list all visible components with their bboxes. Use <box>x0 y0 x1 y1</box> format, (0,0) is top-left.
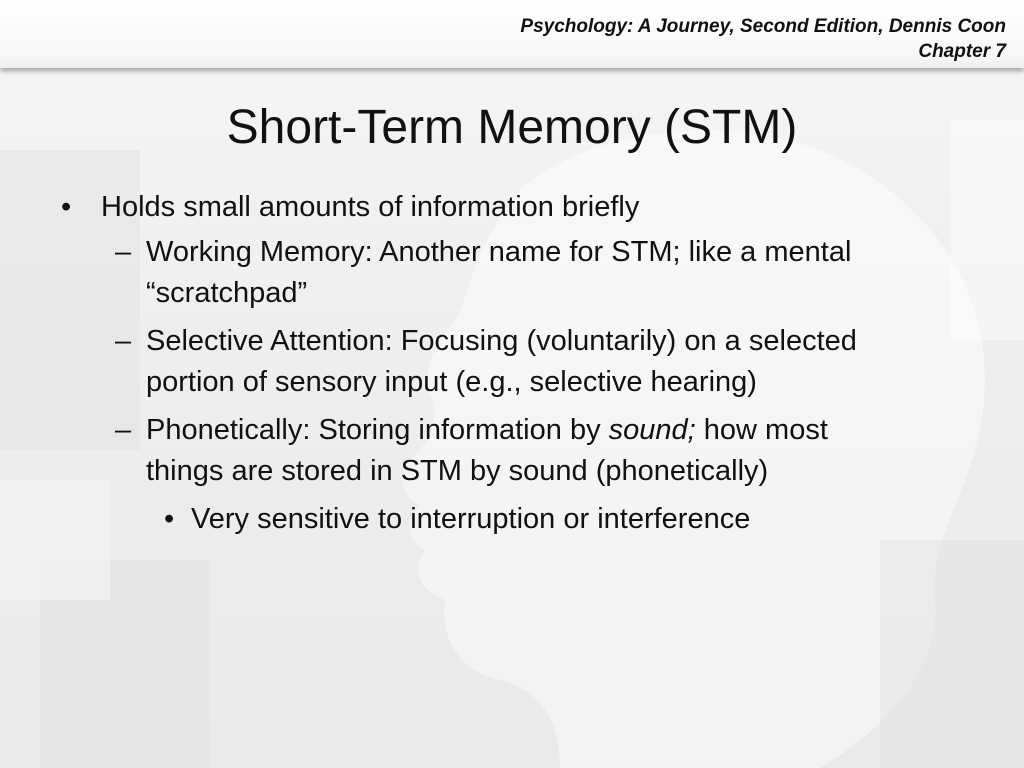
book-citation-chapter: Chapter 7 <box>918 41 1006 62</box>
book-citation <box>520 14 1006 64</box>
sub-bullet-text: Working Memory: Another name for STM; like a mental “scratchpad” <box>146 236 852 309</box>
slide-body <box>0 186 1024 540</box>
sub-sub-bullet-item <box>0 499 971 540</box>
header-bar <box>0 0 1024 68</box>
bullet-item <box>0 186 961 228</box>
sub-bullet-item <box>0 232 886 314</box>
dash-icon: – <box>115 236 132 268</box>
sub-bullet-text-end: how most things are stored in STM by sound (phonetically) <box>146 414 828 487</box>
sub-bullet-text: Selective Attention: Focusing (voluntarily) on a selected portion of sensory input (e.g., selective hearing) <box>146 325 857 398</box>
sub-bullet-text <box>146 414 828 487</box>
sub-bullet-item <box>0 410 886 492</box>
sub-sub-bullet-text: Very sensitive to interruption or interference <box>191 503 751 535</box>
slide-title: Short-Term Memory (STM) <box>226 101 798 154</box>
dash-icon: – <box>115 325 132 357</box>
sub-bullet-item <box>0 321 886 403</box>
emphasis-text: sound; <box>608 414 696 446</box>
dash-icon: – <box>115 414 132 446</box>
bullet-text: Holds small amounts of information briefly <box>101 191 640 223</box>
bullet-icon: • <box>61 191 72 223</box>
sub-bullet-text-start: Phonetically: Storing information by <box>146 414 609 446</box>
book-citation-title: Psychology: A Journey, Second Edition, Dennis Coon <box>520 16 1006 37</box>
bullet-icon: • <box>164 503 175 535</box>
